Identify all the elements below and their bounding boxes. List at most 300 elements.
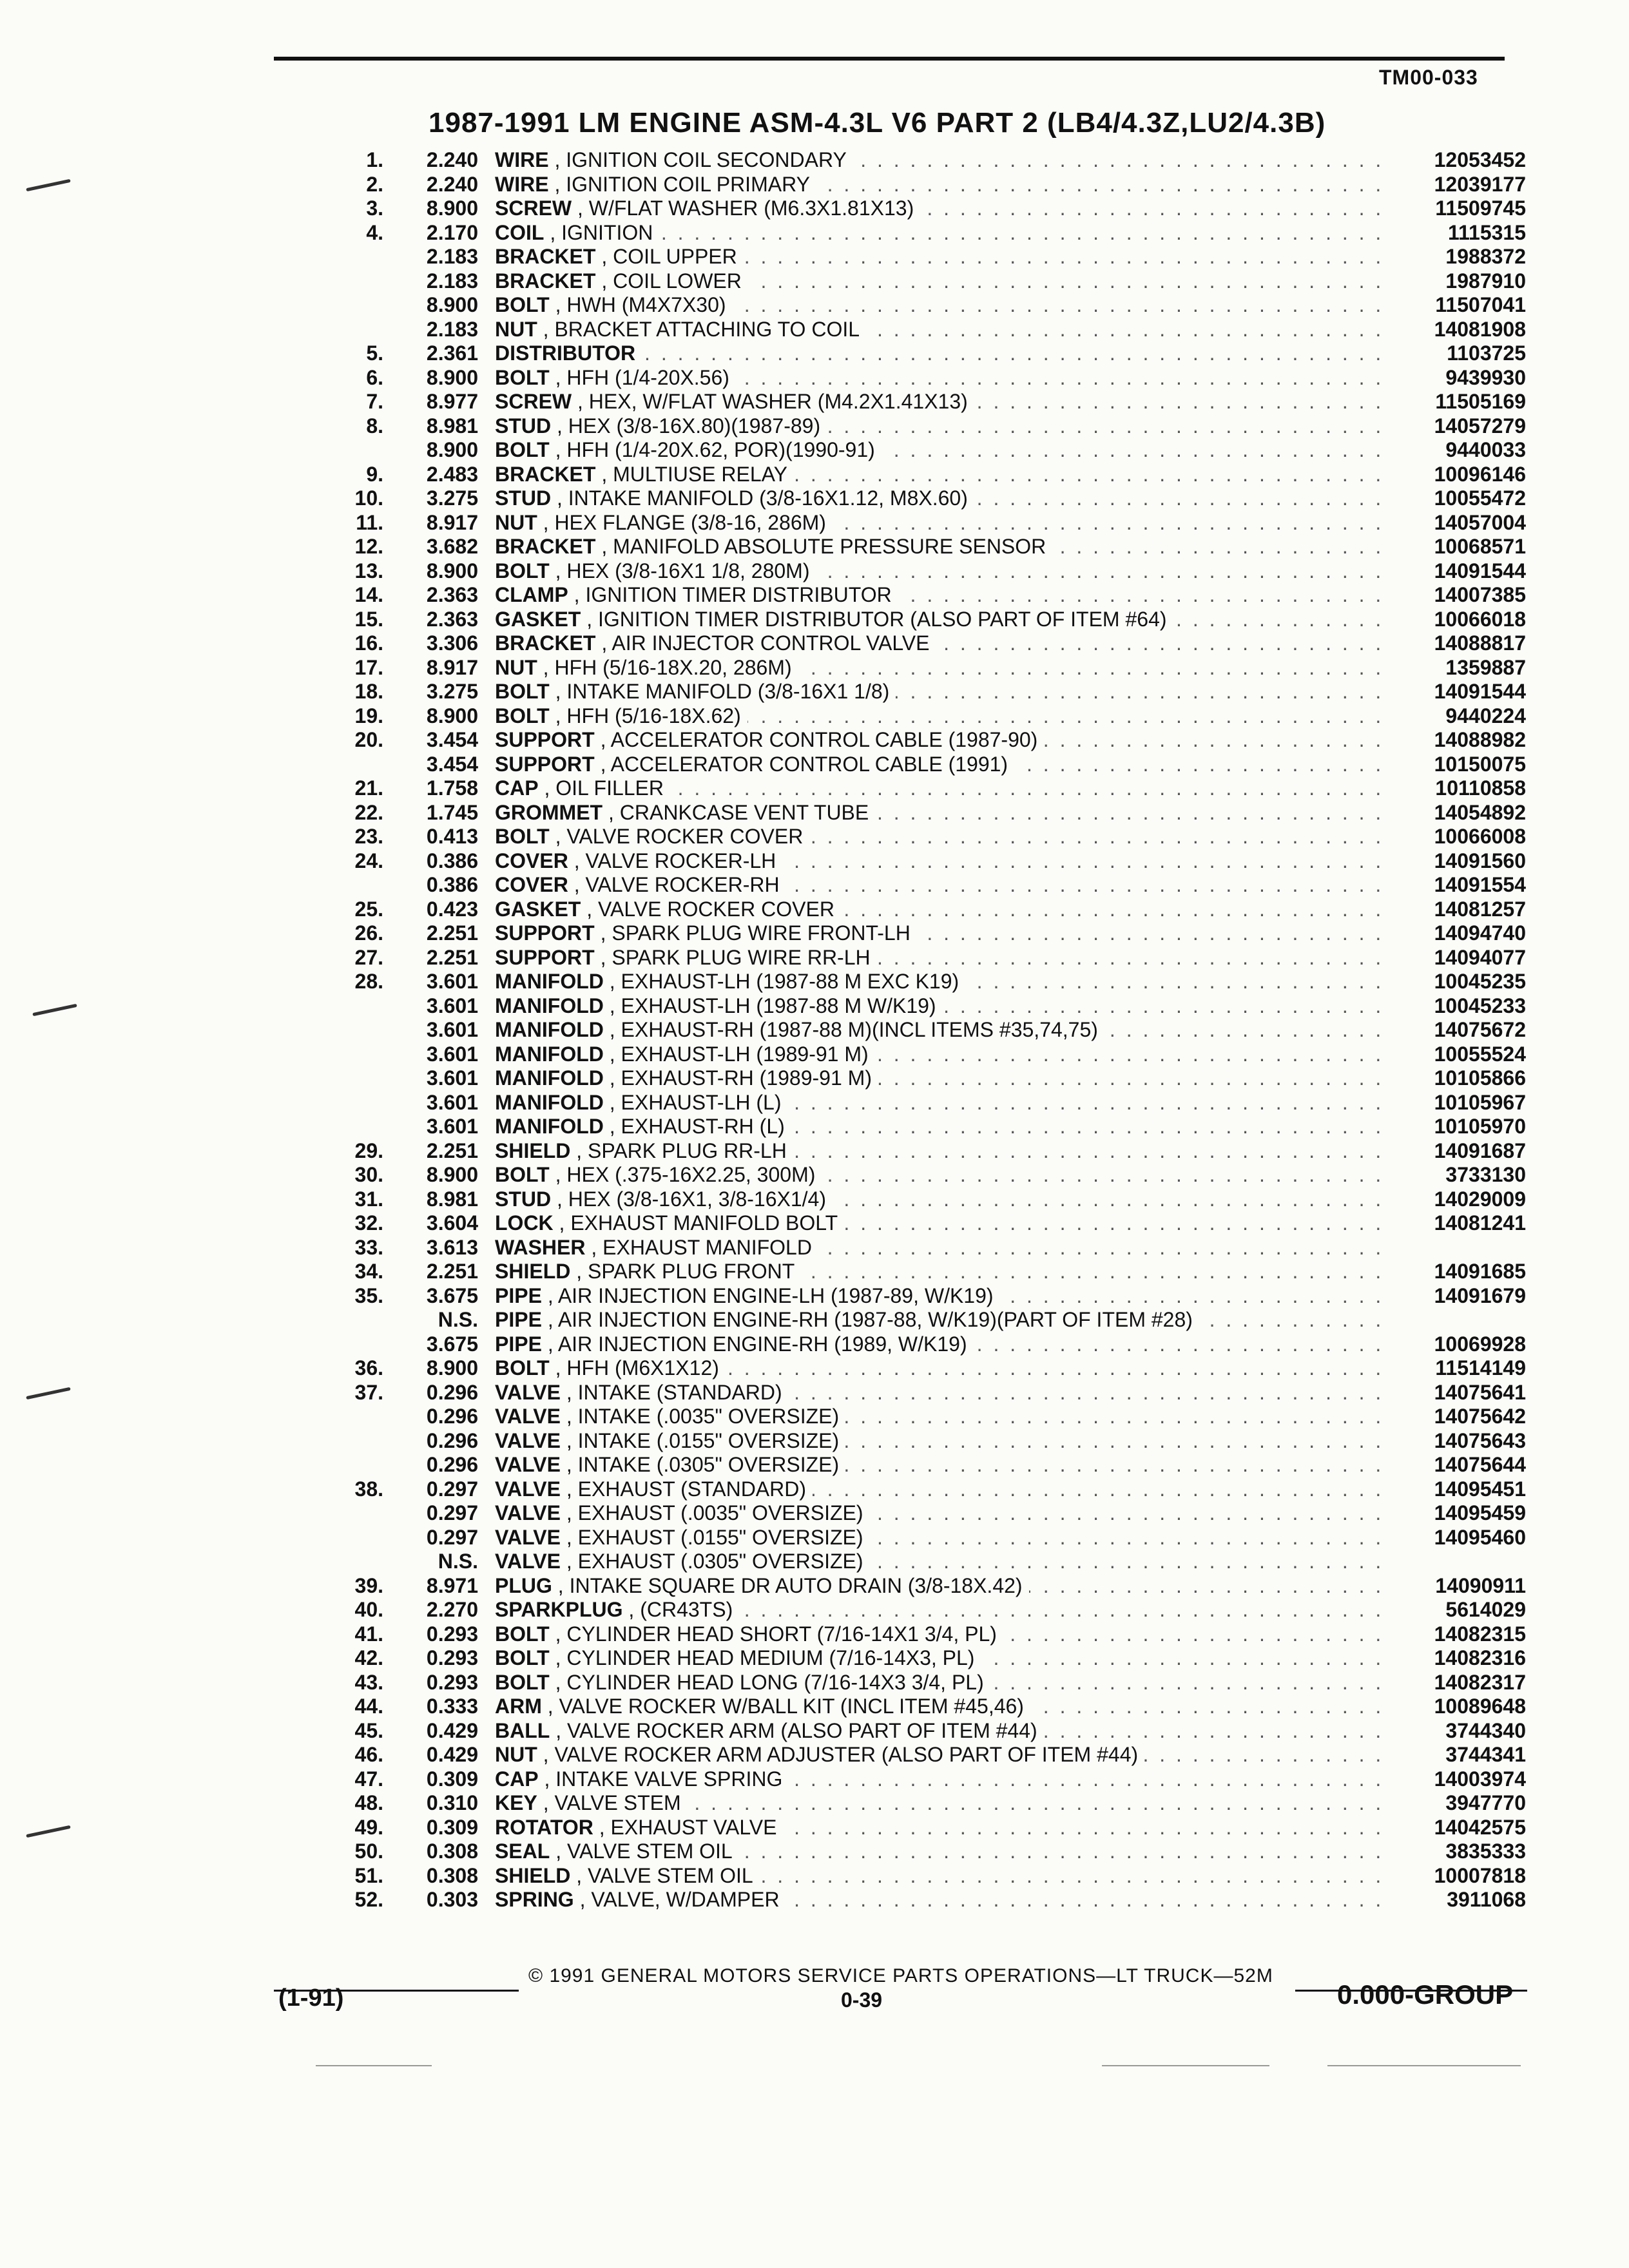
part-detail: , INTAKE (.0155" OVERSIZE): [566, 1428, 840, 1452]
part-row: [0, 1260, 1629, 1284]
part-detail: , ACCELERATOR CONTROL CABLE (1987-90): [600, 728, 1038, 751]
part-detail: , MANIFOLD ABSOLUTE PRESSURE SENSOR: [601, 535, 1046, 558]
part-description: [495, 825, 809, 849]
part-number: 14091544: [1429, 559, 1526, 584]
part-row: [0, 1139, 1629, 1164]
group-code: 3.604: [426, 1211, 478, 1235]
item-number: 20.: [354, 728, 383, 751]
part-row: [0, 1066, 1629, 1091]
part-name: KEY: [495, 1791, 537, 1814]
part-name: WASHER: [495, 1235, 586, 1259]
part-name: SUPPORT: [495, 728, 595, 751]
part-name: SUPPORT: [495, 945, 595, 969]
part-detail: , VALVE ROCKER COVER: [586, 897, 834, 921]
part-detail: , SPARK PLUG RR-LH: [576, 1139, 787, 1162]
part-name: SHIELD: [495, 1260, 571, 1283]
group-code: 3.601: [426, 1090, 478, 1114]
part-row: [0, 438, 1629, 463]
part-description: [495, 583, 898, 608]
part-detail: , CYLINDER HEAD SHORT (7/16-14X1 3/4, PL): [555, 1622, 997, 1646]
document-id: TM00-033: [1379, 66, 1478, 89]
group-code: 8.917: [426, 510, 478, 534]
part-number: 11509745: [1430, 197, 1526, 221]
part-row: [0, 849, 1629, 874]
part-detail: , SPARK PLUG FRONT: [576, 1260, 795, 1283]
part-row: [0, 898, 1629, 922]
part-detail: , HFH (1/4-20X.56): [555, 365, 729, 389]
part-number: 14091685: [1429, 1260, 1526, 1284]
part-row: [0, 631, 1629, 656]
part-number: 10110858: [1430, 776, 1526, 801]
part-description: [495, 535, 1052, 559]
part-description: [495, 849, 782, 874]
page-number: 0-39: [841, 1988, 883, 2012]
item-number: 28.: [354, 970, 383, 993]
part-description: [495, 511, 833, 535]
group-code: 3.275: [426, 486, 478, 510]
group-code: 8.900: [426, 704, 478, 727]
part-name: BOLT: [495, 559, 550, 582]
part-number: 14091560: [1429, 849, 1526, 874]
part-row: [0, 1501, 1629, 1526]
part-row: [0, 221, 1629, 245]
part-detail: , VALVE STEM OIL: [576, 1863, 753, 1887]
part-number: 10096146: [1429, 463, 1526, 487]
group-code: 8.977: [426, 390, 478, 413]
part-row: [0, 1091, 1629, 1115]
item-number: 48.: [354, 1791, 383, 1814]
part-row: [0, 173, 1629, 197]
part-detail: , EXHAUST-LH (L): [609, 1090, 782, 1114]
part-description: [495, 1598, 739, 1622]
group-code: 0.297: [426, 1477, 478, 1501]
group-code: 8.971: [426, 1573, 478, 1597]
scan-artifact: [1102, 2065, 1269, 2066]
group-code: 3.613: [426, 1235, 478, 1259]
part-detail: , VALVE ROCKER-LH: [574, 849, 776, 872]
page-title: 1987-1991 LM ENGINE ASM-4.3L V6 PART 2 (LB4/4.3Z,LU2/4.3B): [429, 107, 1326, 139]
part-number: 14075643: [1429, 1429, 1526, 1454]
part-row: [0, 1695, 1629, 1719]
item-number: 31.: [354, 1187, 383, 1211]
part-row: [0, 293, 1629, 318]
group-code: 3.675: [426, 1332, 478, 1356]
group-code: 8.917: [426, 655, 478, 679]
part-detail: , INTAKE MANIFOLD (3/8-16X1 1/8): [555, 680, 890, 703]
part-detail: , CYLINDER HEAD LONG (7/16-14X3 3/4, PL): [555, 1670, 984, 1694]
part-detail: , HEX (3/8-16X1, 3/8-16X1/4): [557, 1187, 826, 1211]
part-number: 14075672: [1429, 1018, 1526, 1043]
part-detail: , OIL FILLER: [544, 776, 664, 800]
group-code: 1.745: [426, 800, 478, 824]
part-description: [495, 873, 786, 898]
part-description: [495, 1864, 760, 1888]
group-code: 2.363: [426, 607, 478, 631]
item-number: 34.: [354, 1260, 383, 1283]
part-row: [0, 921, 1629, 946]
part-detail: , AIR INJECTION ENGINE-RH (1987-88, W/K19)(PART OF ITEM #28): [547, 1308, 1193, 1331]
part-row: [0, 197, 1629, 221]
part-name: CAP: [495, 1767, 539, 1791]
part-detail: , VALVE ROCKER ARM (ALSO PART OF ITEM #44): [555, 1718, 1037, 1742]
group-code: 0.296: [426, 1453, 478, 1476]
item-number: 14.: [354, 583, 383, 606]
part-description: [495, 1018, 1104, 1043]
group-code: 0.308: [426, 1863, 478, 1887]
part-description: [495, 1816, 783, 1840]
part-detail: , COIL UPPER: [601, 245, 737, 268]
part-description: [495, 921, 917, 946]
group-code: 8.981: [426, 1187, 478, 1211]
group-code: 0.413: [426, 825, 478, 848]
part-description: [495, 341, 642, 366]
group-code: 0.310: [426, 1791, 478, 1814]
part-description: [495, 1332, 974, 1357]
item-number: 7.: [366, 390, 383, 413]
part-number: 14029009: [1429, 1187, 1526, 1212]
part-name: MANIFOLD: [495, 1066, 604, 1090]
parts-list: [0, 148, 1629, 1912]
part-name: LOCK: [495, 1211, 554, 1235]
part-description: [495, 680, 896, 704]
group-code: 2.170: [426, 220, 478, 244]
part-detail: , INTAKE MANIFOLD (3/8-16X1.12, M8X.60): [557, 486, 968, 510]
part-name: BOLT: [495, 704, 550, 727]
part-number: 1359887: [1440, 656, 1526, 680]
group-code: 0.297: [426, 1525, 478, 1549]
part-description: [495, 608, 1173, 632]
part-row: [0, 1598, 1629, 1622]
part-row: [0, 148, 1629, 173]
group-code: 0.309: [426, 1815, 478, 1839]
part-name: SHIELD: [495, 1139, 571, 1162]
part-name: BOLT: [495, 438, 550, 461]
part-name: GASKET: [495, 607, 581, 631]
part-description: [495, 1526, 870, 1550]
part-number: 14094077: [1429, 946, 1526, 970]
part-description: [495, 390, 974, 414]
item-number: 22.: [354, 800, 383, 824]
part-row: [0, 994, 1629, 1019]
part-number: 10150075: [1429, 753, 1526, 777]
group-code: 3.601: [426, 1018, 478, 1041]
part-detail: , VALVE ROCKER-RH: [574, 873, 780, 896]
part-description: [495, 463, 794, 487]
part-row: [0, 1429, 1629, 1454]
part-row: [0, 1163, 1629, 1187]
item-number: 19.: [354, 704, 383, 727]
part-number: 14081257: [1429, 898, 1526, 922]
part-detail: , VALVE STEM OIL: [555, 1840, 733, 1863]
part-description: [495, 318, 866, 342]
part-name: BRACKET: [495, 245, 596, 268]
part-row: [0, 680, 1629, 704]
part-row: [0, 1888, 1629, 1912]
part-row: [0, 245, 1629, 269]
item-number: 13.: [354, 559, 383, 582]
group-code: 3.601: [426, 1115, 478, 1138]
part-detail: , VALVE ROCKER W/BALL KIT (INCL ITEM #45,46): [547, 1695, 1024, 1718]
part-row: [0, 728, 1629, 753]
part-name: VALVE: [495, 1477, 561, 1501]
part-description: [495, 801, 875, 825]
part-detail: , VALVE ROCKER COVER: [555, 825, 804, 848]
group-code: 8.900: [426, 559, 478, 582]
group-code: N.S.: [438, 1308, 478, 1331]
part-name: NUT: [495, 655, 537, 679]
part-name: BRACKET: [495, 631, 596, 655]
part-description: [495, 1356, 726, 1381]
part-name: COIL: [495, 220, 545, 244]
part-description: [495, 1791, 688, 1816]
group-code: 3.601: [426, 1066, 478, 1090]
part-detail: , ACCELERATOR CONTROL CABLE (1991): [600, 752, 1008, 776]
part-row: [0, 463, 1629, 487]
part-name: WIRE: [495, 172, 549, 196]
part-detail: , HEX (3/8-16X1 1/8, 280M): [555, 559, 810, 582]
part-row: [0, 704, 1629, 729]
part-row: [0, 1115, 1629, 1139]
group-code: 2.361: [426, 341, 478, 365]
group-code: 0.293: [426, 1622, 478, 1646]
part-name: BOLT: [495, 293, 550, 316]
item-number: 38.: [354, 1477, 383, 1501]
group-code: 8.900: [426, 438, 478, 461]
part-name: STUD: [495, 414, 552, 437]
part-number: 9439930: [1440, 366, 1526, 390]
part-description: [495, 1429, 845, 1454]
part-name: VALVE: [495, 1380, 561, 1404]
part-detail: , SPARK PLUG WIRE RR-LH: [600, 945, 871, 969]
part-name: DISTRIBUTOR: [495, 341, 636, 365]
item-number: 21.: [354, 776, 383, 800]
part-row: [0, 608, 1629, 632]
part-detail: , (CR43TS): [628, 1598, 733, 1621]
part-detail: , HFH (5/16-18X.20, 286M): [543, 655, 792, 679]
part-number: 10055472: [1429, 486, 1526, 511]
item-number: 29.: [354, 1139, 383, 1162]
item-number: 1.: [366, 148, 383, 171]
group-code: 0.308: [426, 1840, 478, 1863]
part-number: 12053452: [1429, 148, 1526, 173]
part-description: [495, 1260, 801, 1284]
part-row: [0, 1550, 1629, 1574]
part-name: COVER: [495, 873, 568, 896]
part-row: [0, 1236, 1629, 1260]
part-number: 14081241: [1429, 1211, 1526, 1236]
item-number: 4.: [366, 220, 383, 244]
part-number: 3835333: [1440, 1840, 1526, 1864]
group-code: 8.900: [426, 293, 478, 316]
part-name: ROTATOR: [495, 1815, 593, 1839]
part-name: WIRE: [495, 148, 549, 171]
part-description: [495, 1308, 1199, 1332]
part-detail: , EXHAUST-LH (1987-88 M W/K19): [609, 994, 936, 1017]
part-detail: , W/FLAT WASHER (M6.3X1.81X13): [577, 197, 914, 220]
part-number: 14082317: [1429, 1671, 1526, 1695]
part-name: CAP: [495, 776, 539, 800]
part-description: [495, 1477, 813, 1502]
group-code: 0.297: [426, 1501, 478, 1524]
item-number: 23.: [354, 825, 383, 848]
part-description: [495, 1405, 845, 1429]
part-detail: , INTAKE SQUARE DR AUTO DRAIN (3/8-18X.42): [557, 1573, 1023, 1597]
part-row: [0, 656, 1629, 680]
group-code: 0.386: [426, 873, 478, 896]
part-row: [0, 1405, 1629, 1429]
group-code: 0.303: [426, 1888, 478, 1911]
part-detail: , EXHAUST VALVE: [599, 1815, 777, 1839]
part-detail: , EXHAUST (.0035" OVERSIZE): [566, 1501, 863, 1524]
part-description: [495, 269, 748, 294]
part-detail: , AIR INJECTION ENGINE-RH (1989, W/K19): [547, 1332, 967, 1356]
part-number: 1987910: [1440, 269, 1526, 294]
part-detail: , HEX, W/FLAT WASHER (M4.2X1.41X13): [577, 390, 968, 413]
part-number: 14075644: [1429, 1453, 1526, 1477]
part-number: 14042575: [1429, 1816, 1526, 1840]
part-detail: , EXHAUST (STANDARD): [566, 1477, 807, 1501]
part-number: 3744341: [1440, 1743, 1526, 1767]
part-name: GASKET: [495, 897, 581, 921]
part-description: [495, 753, 1014, 777]
part-detail: , BRACKET ATTACHING TO COIL: [543, 317, 860, 341]
item-number: 18.: [354, 680, 383, 703]
part-number: 14095459: [1429, 1501, 1526, 1526]
part-number: 3744340: [1440, 1719, 1526, 1744]
part-number: 14091679: [1429, 1284, 1526, 1309]
part-name: MANIFOLD: [495, 1115, 604, 1138]
part-detail: , MULTIUSE RELAY: [601, 462, 787, 486]
part-row: [0, 1671, 1629, 1695]
part-description: [495, 970, 965, 994]
part-detail: , VALVE ROCKER ARM ADJUSTER (ALSO PART OF ITEM #44): [543, 1743, 1139, 1766]
group-code: 2.363: [426, 583, 478, 606]
part-name: MANIFOLD: [495, 970, 604, 993]
part-name: BOLT: [495, 680, 550, 703]
part-row: [0, 1840, 1629, 1864]
part-number: 10055524: [1429, 1043, 1526, 1067]
part-number: 14090911: [1430, 1574, 1526, 1599]
group-code: 3.454: [426, 752, 478, 776]
part-detail: , SPARK PLUG WIRE FRONT-LH: [600, 921, 911, 945]
part-name: MANIFOLD: [495, 1042, 604, 1066]
part-number: 14095451: [1429, 1477, 1526, 1502]
part-name: NUT: [495, 1743, 537, 1766]
part-description: [495, 1622, 1003, 1647]
part-name: PIPE: [495, 1308, 542, 1331]
part-number: 14081908: [1429, 318, 1526, 342]
part-detail: , AIR INJECTOR CONTROL VALVE: [601, 631, 930, 655]
part-number: 14094740: [1429, 921, 1526, 946]
part-number: 14075642: [1429, 1405, 1526, 1429]
part-name: MANIFOLD: [495, 994, 604, 1017]
group-code: 2.183: [426, 317, 478, 341]
part-detail: , IGNITION COIL PRIMARY: [554, 172, 810, 196]
part-detail: , HWH (M4X7X30): [555, 293, 726, 316]
scan-artifact: [1327, 2065, 1521, 2066]
item-number: 11.: [356, 510, 383, 534]
item-number: 26.: [354, 921, 383, 945]
part-number: 1115315: [1443, 221, 1526, 245]
part-name: VALVE: [495, 1453, 561, 1476]
item-number: 45.: [354, 1718, 383, 1742]
group-code: 8.900: [426, 365, 478, 389]
part-number: 11507041: [1430, 293, 1526, 318]
part-name: BOLT: [495, 365, 550, 389]
part-name: BRACKET: [495, 535, 596, 558]
part-name: BOLT: [495, 1163, 550, 1186]
part-detail: , INTAKE (.0305" OVERSIZE): [566, 1453, 840, 1476]
part-row: [0, 1574, 1629, 1599]
part-detail: , VALVE STEM: [543, 1791, 681, 1814]
part-name: CLAMP: [495, 583, 568, 606]
part-name: SCREW: [495, 390, 572, 413]
group-code: 2.251: [426, 945, 478, 969]
part-number: 14003974: [1429, 1767, 1526, 1792]
group-code: 3.601: [426, 970, 478, 993]
part-detail: , IGNITION TIMER DISTRIBUTOR: [574, 583, 892, 606]
item-number: 12.: [354, 535, 383, 558]
part-description: [495, 221, 659, 245]
part-row: [0, 1864, 1629, 1888]
part-row: [0, 1767, 1629, 1792]
item-number: 40.: [354, 1598, 383, 1621]
part-description: [495, 414, 827, 439]
part-row: [0, 583, 1629, 608]
part-description: [495, 559, 816, 584]
part-name: MANIFOLD: [495, 1018, 604, 1041]
part-number: 10045233: [1429, 994, 1526, 1019]
part-detail: , EXHAUST MANIFOLD BOLT: [559, 1211, 838, 1235]
group-label: 0.000-GROUP: [1337, 1979, 1514, 2010]
part-number: 10069928: [1429, 1332, 1526, 1357]
part-description: [495, 438, 882, 463]
part-number: 3911068: [1441, 1888, 1526, 1912]
part-detail: , CYLINDER HEAD MEDIUM (7/16-14X3, PL): [555, 1646, 975, 1669]
part-row: [0, 1477, 1629, 1502]
part-name: VALVE: [495, 1428, 561, 1452]
part-detail: , EXHAUST-RH (1989-91 M): [609, 1066, 872, 1090]
part-name: COVER: [495, 849, 568, 872]
header-rule: [274, 57, 1505, 61]
part-description: [495, 1719, 1044, 1744]
part-description: [495, 946, 877, 970]
part-name: BRACKET: [495, 462, 596, 486]
group-code: 2.183: [426, 245, 478, 268]
part-row: [0, 1284, 1629, 1309]
part-row: [0, 946, 1629, 970]
group-code: 3.601: [426, 1042, 478, 1066]
group-code: 1.758: [426, 776, 478, 800]
part-description: [495, 1139, 793, 1164]
part-detail: , INTAKE (.0035" OVERSIZE): [566, 1405, 840, 1428]
part-number: 14007385: [1429, 583, 1526, 608]
part-row: [0, 753, 1629, 777]
part-description: [495, 1671, 990, 1695]
part-description: [495, 1187, 833, 1212]
group-code: 0.296: [426, 1428, 478, 1452]
part-description: [495, 1043, 875, 1067]
part-number: 14091544: [1429, 680, 1526, 704]
part-name: VALVE: [495, 1501, 561, 1524]
part-name: STUD: [495, 486, 552, 510]
part-description: [495, 1550, 870, 1574]
group-code: 2.251: [426, 1260, 478, 1283]
part-name: SHIELD: [495, 1863, 571, 1887]
part-row: [0, 341, 1629, 366]
revision-date: (1-91): [278, 1984, 344, 2012]
part-detail: , EXHAUST (.0155" OVERSIZE): [566, 1525, 863, 1549]
